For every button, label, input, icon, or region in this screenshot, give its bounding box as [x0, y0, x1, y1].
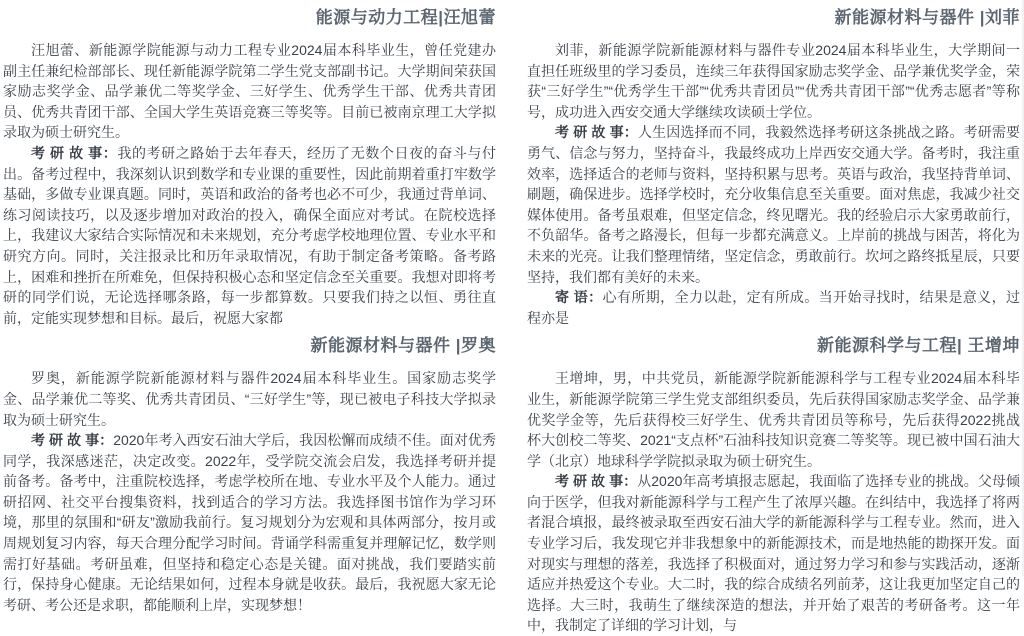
section-title-major-and-name: 新能源材料与器件 |罗奥	[310, 336, 496, 356]
paragraph-text: 汪旭蕾、新能源学院能源与动力工程专业2024届本科毕业生，曾任党建办副主任兼纪检部部长、现任新能源学院第二学生党支部副书记。大学期间荣获国家励志奖学金、品学兼优二等奖学金、三好学生、优秀学生干部、优秀共青团员、优秀共青团干部、全国大学生英语竞赛三等奖等。目前已被南京理工大学拟录取为硕士研究生。	[3, 42, 496, 141]
motto-paragraph	[527, 287, 1020, 328]
paragraph-label: 考 研 故 事：	[31, 432, 114, 449]
story-paragraph	[527, 122, 1020, 287]
paragraph-text: 我的考研之路始于去年春天，经历了无数个日夜的奋斗与付出。备考过程中，我深刻认识到数学和专业课的重要性，因此前期着重打牢数学基础，多做专业课真题。同时，英语和政治的备考也必不可少，我通过背单词、练习阅读技巧，以及逐步增加对政治的投入，确保全面应对考试。在院校选择上，我建议大家结合实际情况和未来规划，充分考虑学校地理位置、专业水平和研究方向。同时，关注报录比和历年录取情况，有助于制定备考策略。备考路上，困难和挫折在所难免，但保持积极心态和坚定信念至关重要。我想对即将考研的同学们说，无论选择哪条路，每一步都算数。只要我们持之以恒、勇往直前，定能实现梦想和目标。最后，祝愿大家都	[3, 144, 497, 326]
section-title-major-and-name: 能源与动力工程|汪旭蕾	[315, 8, 496, 27]
bio-paragraph	[3, 40, 496, 143]
paragraph-text: 2020年考入西安石油大学后，我因松懈而成绩不佳。面对优秀同学，我深感迷茫，决定改变。2022年，受学院交流会启发，我选择考研并提前备考。备考中，注重院校选择，考虑学校所在地、专业水平及个人能力。通过研招网、社交平台搜集资料，找到适合的学习方法。我选择图书馆作为学习环境，那里的氛围和“研友”激励我前行。复习规划分为宏观和具体两部分，按月或周规划复习内容，每天合理分配学习时间。背诵学科需重复并理解记忆，数学则需打好基础。考研虽难，但坚持和稳定心态是关键。面对挑战，我们要踏实前行，保持身心健康。无论结果如何，过程本身就是收获。最后，我祝愿大家无论考研、考公还是求职，都能顺利上岸，实现梦想！	[3, 432, 496, 613]
story-paragraph	[3, 143, 496, 328]
paragraph-text: 刘菲，新能源学院新能源材料与器件专业2024届本科毕业生，大学期间一直担任班级里的学习委员，连续三年获得国家励志奖学金、品学兼优奖学金，荣获“三好学生”“优秀学生干部”“优秀共青团员”“优秀共青团干部”“优秀志愿者”等称号，成功进入西安交通大学继续攻读硕士学位。	[527, 42, 1020, 120]
section-wang-xulei	[3, 8, 496, 328]
paragraph-label: 考 研 故 事：	[555, 473, 638, 490]
paragraph-text: 王增坤，男，中共党员，新能源学院新能源科学与工程专业2024届本科毕业生，新能源学院第三学生党支部组织委员，先后获得国家励志奖学金、品学兼优奖学金等，先后获得校三好学生、优秀共青团员等称号，先后获得2022挑战杯大创校二等奖、2021“支点杯”石油科技知识竞赛二等奖等。现已被中国石油大学（北京）地球科学学院拟录取为硕士研究生。	[527, 370, 1020, 469]
section-luo-ao	[3, 336, 496, 615]
bio-paragraph	[527, 40, 1020, 122]
story-paragraph	[3, 430, 496, 615]
paragraph-label: 寄 语：	[555, 289, 603, 306]
right-column	[527, 8, 1021, 634]
paragraph-label: 考 研 故 事：	[555, 124, 638, 141]
story-paragraph	[527, 471, 1020, 636]
left-column	[3, 8, 497, 613]
section-wang-zengkun	[527, 336, 1020, 636]
paragraph-text: 罗奥，新能源学院新能源材料与器件2024届本科毕业生。国家励志奖学金、品学兼优二等奖、优秀共青团员、“三好学生”等，现已被电子科技大学拟录取为硕士研究生。	[3, 370, 496, 428]
bio-paragraph	[527, 368, 1020, 471]
section-liu-fei	[527, 8, 1020, 328]
paragraph-label: 考 研 故 事：	[31, 144, 118, 161]
paragraph-text: 心有所期，全力以赴，定有所成。当开始寻找时，结果是意义，过程亦是	[527, 289, 1021, 326]
section-title-major-and-name: 新能源材料与器件 |刘菲	[834, 8, 1020, 27]
bio-paragraph	[3, 368, 496, 430]
paragraph-text: 人生因选择而不同，我毅然选择考研这条挑战之路。考研需要勇气、信念与努力，坚持奋斗，我最终成功上岸西安交通大学。备考时，我注重效率，选择适合的老师与资料，坚持积累与思考。英语与政治，我坚持背单词、刷题，确保进步。选择学校时，充分收集信息至关重要。面对焦虑，我减少社交媒体使用。备考虽艰难，但坚定信念，终见曙光。我的经验启示大家勇敢前行，不负韶华。备考之路漫长，但每一步都充满意义。上岸前的挑战与困苦，将化为未来的光亮。让我们整理情绪，坚定信念，勇敢前行。坎坷之路终抵星辰，只要坚持，我们都有美好的未来。	[527, 124, 1021, 285]
paragraph-text: 从2020年高考填报志愿起，我面临了选择专业的挑战。父母倾向于医学，但我对新能源科学与工程产生了浓厚兴趣。在纠结中，我选择了将两者混合填报，最终被录取至西安石油大学的新能源科学与工程专业。然而，进入专业学习后，我发现它并非我想象中的新能源技术，而是地热能的勘探开发。面对现实与理想的落差，我选择了积极面对，通过努力学习和参与实践活动，逐渐适应并热爱这个专业。大二时，我的综合成绩名列前茅，这让我更加坚定自己的选择。大三时，我萌生了继续深造的想法，并开始了艰苦的考研备考。这一年中，我制定了详细的学习计划，与	[527, 473, 1020, 634]
section-title-major-and-name: 新能源科学与工程| 王增坤	[817, 336, 1020, 356]
